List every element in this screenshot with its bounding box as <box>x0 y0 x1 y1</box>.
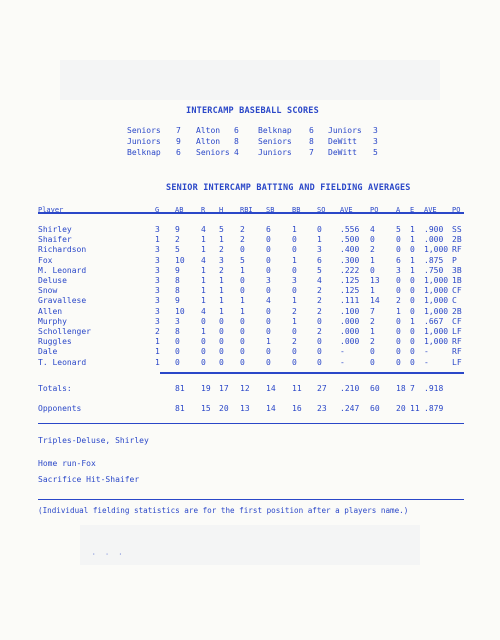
stat-cell: 0 <box>317 337 322 347</box>
stat-cell: 3 <box>175 316 180 326</box>
stat-cell: 10 <box>175 255 185 265</box>
column-header: AVE <box>340 206 353 214</box>
stat-cell: 2 <box>219 265 224 275</box>
stat-cell: 0 <box>292 235 297 245</box>
stat-cell: 1 <box>410 235 415 245</box>
note-triples: Triples-Deluse, Shirley <box>38 436 149 445</box>
stat-cell: - <box>424 357 429 367</box>
stat-cell: 0 <box>219 316 224 326</box>
stat-cell: .500 <box>340 235 360 245</box>
column-header: G <box>155 206 160 214</box>
totals-cell: 81 <box>175 384 185 393</box>
stat-cell: 0 <box>396 276 401 285</box>
stat-cell: .100 <box>340 306 360 316</box>
player-name: Deluse <box>38 276 67 285</box>
stat-cell: 2 <box>370 337 375 347</box>
stat-cell: 0 <box>219 347 224 357</box>
stat-cell: 5 <box>396 225 401 234</box>
stat-cell: 0 <box>370 235 375 245</box>
bleed-through-marks-lower <box>80 525 420 565</box>
player-name: Dale <box>38 347 58 357</box>
stat-cell: 0 <box>396 327 401 336</box>
stat-cell: 1 <box>155 337 160 347</box>
stat-cell: 1,000 <box>424 245 449 255</box>
stat-cell: 0 <box>240 276 245 285</box>
stat-cell: 1 <box>155 357 160 367</box>
stat-cell: 0 <box>410 245 415 255</box>
stat-cell: .667 <box>424 316 444 326</box>
footer-rule <box>38 499 464 500</box>
stat-cell: 0 <box>266 255 271 265</box>
stat-cell: 1 <box>266 337 271 347</box>
stat-cell: 0 <box>266 286 271 296</box>
stat-cell: 0 <box>410 337 415 347</box>
player-name: Murphy <box>38 316 67 326</box>
opponents-cell: 15 <box>201 404 211 413</box>
note-home-run: Home run-Fox <box>38 459 96 468</box>
stat-cell: .000 <box>340 316 360 326</box>
score-runs: 6 <box>176 148 181 157</box>
score-team: Seniors <box>127 126 161 135</box>
footnote: (Individual fielding statistics are for the first position after a players name.) <box>38 506 409 515</box>
stat-cell: 1 <box>370 255 375 265</box>
stat-cell: 4 <box>201 306 206 316</box>
opponents-cell: 14 <box>266 404 276 413</box>
stat-cell: - <box>340 357 345 367</box>
player-name: M. Leonard <box>38 265 87 275</box>
bleed-through-marks <box>60 60 440 100</box>
stat-cell: 3 <box>155 276 160 285</box>
stat-cell: 0 <box>201 347 206 357</box>
stat-cell: 0 <box>201 357 206 367</box>
stat-cell: 0 <box>266 316 271 326</box>
stat-cell: 0 <box>266 347 271 357</box>
stat-cell: 2 <box>292 337 297 347</box>
stat-cell: 0 <box>410 306 415 316</box>
player-name: Richardson <box>38 245 87 255</box>
score-team: Alton <box>196 126 221 135</box>
stat-cell: SS <box>452 225 462 234</box>
opponents-cell: 20 <box>219 404 229 413</box>
stat-cell: 0 <box>396 337 401 347</box>
stat-cell: 2B <box>452 306 462 316</box>
column-header: H <box>219 206 224 214</box>
stat-cell: .556 <box>340 225 360 234</box>
opponents-cell: 16 <box>292 404 302 413</box>
score-team: Seniors <box>258 137 292 146</box>
stat-cell: 0 <box>240 316 245 326</box>
totals-cell: 11 <box>292 384 302 393</box>
stat-cell: 0 <box>317 357 322 367</box>
stat-cell: 0 <box>240 286 245 296</box>
stat-cell: 3 <box>155 316 160 326</box>
score-team: Alton <box>196 137 221 146</box>
player-name: Ruggles <box>38 337 72 347</box>
stat-cell: .222 <box>340 265 360 275</box>
stat-cell: 0 <box>240 347 245 357</box>
column-header: AVE <box>424 206 437 214</box>
score-runs: 7 <box>176 126 181 135</box>
stat-cell: 5 <box>317 265 322 275</box>
stat-cell: 1 <box>201 235 206 245</box>
opponents-cell: 20 <box>396 404 406 413</box>
score-team: DeWitt <box>328 148 357 157</box>
score-team: Belknap <box>258 126 292 135</box>
stat-cell: 1 <box>410 265 415 275</box>
stat-cell: 0 <box>219 357 224 367</box>
opponents-cell: 60 <box>370 404 380 413</box>
stat-cell: 1 <box>396 306 401 316</box>
player-name: Allen <box>38 306 63 316</box>
column-header: BB <box>292 206 301 214</box>
stat-cell: 0 <box>240 337 245 347</box>
stat-cell: 1 <box>292 225 297 234</box>
stat-cell: 13 <box>370 276 380 285</box>
stat-cell: 0 <box>240 245 245 255</box>
player-name: Shirley <box>38 225 72 234</box>
stat-cell: - <box>424 347 429 357</box>
stat-cell: 4 <box>201 255 206 265</box>
score-runs: 3 <box>373 137 378 146</box>
stat-cell: 0 <box>410 276 415 285</box>
score-runs: 9 <box>176 137 181 146</box>
stat-cell: 1 <box>240 306 245 316</box>
column-header: AB <box>175 206 184 214</box>
player-name: Schollenger <box>38 327 91 336</box>
stat-cell: 1 <box>201 286 206 296</box>
stat-cell: 1 <box>370 327 375 336</box>
player-name: Gravallese <box>38 296 87 306</box>
stat-cell: 9 <box>175 265 180 275</box>
column-header: PO <box>370 206 379 214</box>
score-runs: 6 <box>309 126 314 135</box>
stat-cell: 0 <box>370 347 375 357</box>
opponents-label: Opponents <box>38 404 82 413</box>
stat-cell: 4 <box>370 225 375 234</box>
stat-cell: 8 <box>175 276 180 285</box>
stat-cell: P <box>452 255 457 265</box>
stat-cell: 1 <box>219 276 224 285</box>
stat-cell: 1 <box>201 327 206 336</box>
intercamp-scores-title: INTERCAMP BASEBALL SCORES <box>186 106 319 116</box>
stat-cell: 2 <box>370 316 375 326</box>
stat-cell: 5 <box>175 245 180 255</box>
stat-cell: 0 <box>410 347 415 357</box>
stat-cell: 4 <box>317 276 322 285</box>
stat-cell: .000 <box>424 235 444 245</box>
stat-cell: 3 <box>155 306 160 316</box>
opponents-cell: 13 <box>240 404 250 413</box>
stat-cell: 1 <box>410 225 415 234</box>
totals-cell: 14 <box>266 384 276 393</box>
stat-cell: 0 <box>410 357 415 367</box>
score-team: Belknap <box>127 148 161 157</box>
totals-cell: .210 <box>340 384 360 393</box>
stat-cell: 1 <box>219 235 224 245</box>
stat-cell: 3 <box>317 245 322 255</box>
score-runs: 3 <box>373 126 378 135</box>
stat-cell: - <box>340 347 345 357</box>
stat-cell: 0 <box>370 357 375 367</box>
stray-dots: · · · <box>92 551 126 558</box>
stat-cell: 1 <box>410 255 415 265</box>
totals-cell: 60 <box>370 384 380 393</box>
column-header: R <box>201 206 206 214</box>
stat-cell: 0 <box>292 245 297 255</box>
stat-cell: 1 <box>292 255 297 265</box>
header-rule <box>38 212 464 214</box>
player-name: T. Leonard <box>38 357 87 367</box>
stat-cell: 5 <box>240 255 245 265</box>
stat-cell: CF <box>452 286 462 296</box>
opponents-cell: .247 <box>340 404 360 413</box>
stat-cell: 7 <box>370 306 375 316</box>
score-runs: 8 <box>234 137 239 146</box>
stat-cell: 3 <box>155 286 160 296</box>
totals-cell: 18 <box>396 384 406 393</box>
totals-rule <box>160 372 464 374</box>
stat-cell: 0 <box>219 337 224 347</box>
stat-cell: 2 <box>175 235 180 245</box>
stat-cell: .300 <box>340 255 360 265</box>
stat-cell: 3 <box>396 265 401 275</box>
stat-cell: 2 <box>155 327 160 336</box>
stat-cell: 0 <box>317 347 322 357</box>
stat-cell: 0 <box>266 306 271 316</box>
stat-cell: 3 <box>155 225 160 234</box>
score-team: Juniors <box>127 137 161 146</box>
stat-cell: 0 <box>410 286 415 296</box>
column-header: A <box>396 206 401 214</box>
score-team: Seniors <box>196 148 230 157</box>
column-header: Player <box>38 206 64 214</box>
stat-cell: 0 <box>175 357 180 367</box>
stat-cell: 3B <box>452 265 462 275</box>
stat-cell: 0 <box>317 225 322 234</box>
stat-cell: 1 <box>292 296 297 306</box>
stat-cell: 1 <box>201 296 206 306</box>
stat-cell: 0 <box>396 286 401 296</box>
stat-cell: .111 <box>340 296 360 306</box>
player-name: Shaifer <box>38 235 72 245</box>
stat-cell: 1 <box>292 316 297 326</box>
score-team: Juniors <box>328 126 362 135</box>
opponents-cell: .879 <box>424 404 444 413</box>
stat-cell: 3 <box>292 276 297 285</box>
column-header: E <box>410 206 415 214</box>
stat-cell: 0 <box>292 286 297 296</box>
stat-cell: .000 <box>340 327 360 336</box>
player-name: Fox <box>38 255 53 265</box>
stat-cell: 0 <box>266 265 271 275</box>
stat-cell: 3 <box>266 276 271 285</box>
totals-cell: 17 <box>219 384 229 393</box>
score-runs: 6 <box>234 126 239 135</box>
stat-cell: 2 <box>317 296 322 306</box>
stat-cell: 3 <box>155 265 160 275</box>
stat-cell: 0 <box>396 357 401 367</box>
stat-cell: 10 <box>175 306 185 316</box>
stat-cell: 0 <box>240 357 245 367</box>
stat-cell: 1,000 <box>424 306 449 316</box>
stat-cell: 8 <box>175 327 180 336</box>
stat-cell: 1 <box>219 296 224 306</box>
stat-cell: 1 <box>370 286 375 296</box>
stat-cell: 0 <box>292 265 297 275</box>
stat-cell: 1,000 <box>424 296 449 306</box>
score-team: DeWitt <box>328 137 357 146</box>
stat-cell: 1 <box>240 265 245 275</box>
stat-cell: 1 <box>219 286 224 296</box>
stat-cell: .400 <box>340 245 360 255</box>
column-header: PO <box>452 206 461 214</box>
stat-cell: 0 <box>266 357 271 367</box>
stat-cell: 4 <box>201 225 206 234</box>
stat-cell: 1,000 <box>424 276 449 285</box>
stat-cell: 0 <box>317 316 322 326</box>
stat-cell: 2B <box>452 235 462 245</box>
stat-cell: 6 <box>317 255 322 265</box>
stat-cell: 0 <box>266 235 271 245</box>
stat-cell: 6 <box>396 255 401 265</box>
stat-cell: 1 <box>155 235 160 245</box>
stat-cell: 1 <box>410 316 415 326</box>
stat-cell: .125 <box>340 286 360 296</box>
stat-cell: RF <box>452 245 462 255</box>
stat-cell: LF <box>452 327 462 336</box>
stat-cell: 0 <box>175 337 180 347</box>
column-header: RBI <box>240 206 253 214</box>
opponents-cell: 81 <box>175 404 185 413</box>
stat-cell: 0 <box>292 327 297 336</box>
stat-cell: 2 <box>240 235 245 245</box>
stat-cell: 3 <box>155 296 160 306</box>
stat-cell: 8 <box>175 286 180 296</box>
stat-cell: 2 <box>396 296 401 306</box>
score-runs: 5 <box>373 148 378 157</box>
stat-cell: 0 <box>396 235 401 245</box>
stat-cell: CF <box>452 316 462 326</box>
stat-cell: 2 <box>370 245 375 255</box>
stat-cell: 2 <box>240 225 245 234</box>
stat-cell: 5 <box>219 225 224 234</box>
stat-cell: 1,000 <box>424 327 449 336</box>
stat-cell: .900 <box>424 225 444 234</box>
stat-cell: 9 <box>175 296 180 306</box>
score-runs: 7 <box>309 148 314 157</box>
totals-cell: .918 <box>424 384 444 393</box>
totals-cell: 19 <box>201 384 211 393</box>
averages-title: SENIOR INTERCAMP BATTING AND FIELDING AVERAGES <box>166 183 411 193</box>
column-header: SB <box>266 206 275 214</box>
stat-cell: 1 <box>201 245 206 255</box>
column-header: SO <box>317 206 326 214</box>
stat-cell: 2 <box>219 245 224 255</box>
stat-cell: 0 <box>370 265 375 275</box>
stat-cell: 1 <box>317 235 322 245</box>
stat-cell: 1 <box>155 347 160 357</box>
stat-cell: 2 <box>292 306 297 316</box>
stat-cell: 0 <box>292 357 297 367</box>
totals-label: Totals: <box>38 384 72 393</box>
stat-cell: 2 <box>317 306 322 316</box>
totals-cell: 27 <box>317 384 327 393</box>
stat-cell: 0 <box>266 245 271 255</box>
stat-cell: .000 <box>340 337 360 347</box>
stat-cell: 1 <box>219 306 224 316</box>
player-name: Snow <box>38 286 58 296</box>
score-runs: 4 <box>234 148 239 157</box>
note-sacrifice: Sacrifice Hit-Shaifer <box>38 475 140 484</box>
stat-cell: 1 <box>201 276 206 285</box>
stat-cell: 14 <box>370 296 380 306</box>
stat-cell: LF <box>452 357 462 367</box>
score-runs: 8 <box>309 137 314 146</box>
stat-cell: 0 <box>410 327 415 336</box>
stat-cell: 1B <box>452 276 462 285</box>
stat-cell: C <box>452 296 457 306</box>
stat-cell: .125 <box>340 276 360 285</box>
totals-cell: 12 <box>240 384 250 393</box>
stat-cell: 1 <box>240 296 245 306</box>
stat-cell: 0 <box>410 296 415 306</box>
stat-cell: 0 <box>396 347 401 357</box>
opponents-cell: 11 <box>410 404 420 413</box>
stat-cell: 2 <box>317 327 322 336</box>
stat-cell: 0 <box>219 327 224 336</box>
opponents-cell: 23 <box>317 404 327 413</box>
stat-cell: 1 <box>201 265 206 275</box>
stat-cell: 0 <box>292 347 297 357</box>
stat-cell: 4 <box>266 296 271 306</box>
stat-cell: 1,000 <box>424 337 449 347</box>
stat-cell: 3 <box>155 245 160 255</box>
stat-cell: .875 <box>424 255 444 265</box>
stat-cell: 6 <box>266 225 271 234</box>
stat-cell: 0 <box>201 316 206 326</box>
stat-cell: 3 <box>155 255 160 265</box>
totals-cell: 7 <box>410 384 415 393</box>
stat-cell: 0 <box>175 347 180 357</box>
stat-cell: RF <box>452 347 462 357</box>
stat-cell: 2 <box>317 286 322 296</box>
stat-cell: 9 <box>175 225 180 234</box>
score-team: Juniors <box>258 148 292 157</box>
stat-cell: .750 <box>424 265 444 275</box>
stat-cell: 3 <box>219 255 224 265</box>
stat-cell: 0 <box>240 327 245 336</box>
stat-cell: RF <box>452 337 462 347</box>
stat-cell: 1,000 <box>424 286 449 296</box>
stat-cell: 0 <box>396 316 401 326</box>
stat-cell: 0 <box>266 327 271 336</box>
stat-cell: 0 <box>201 337 206 347</box>
opponents-rule <box>38 423 464 424</box>
stat-cell: 0 <box>396 245 401 255</box>
